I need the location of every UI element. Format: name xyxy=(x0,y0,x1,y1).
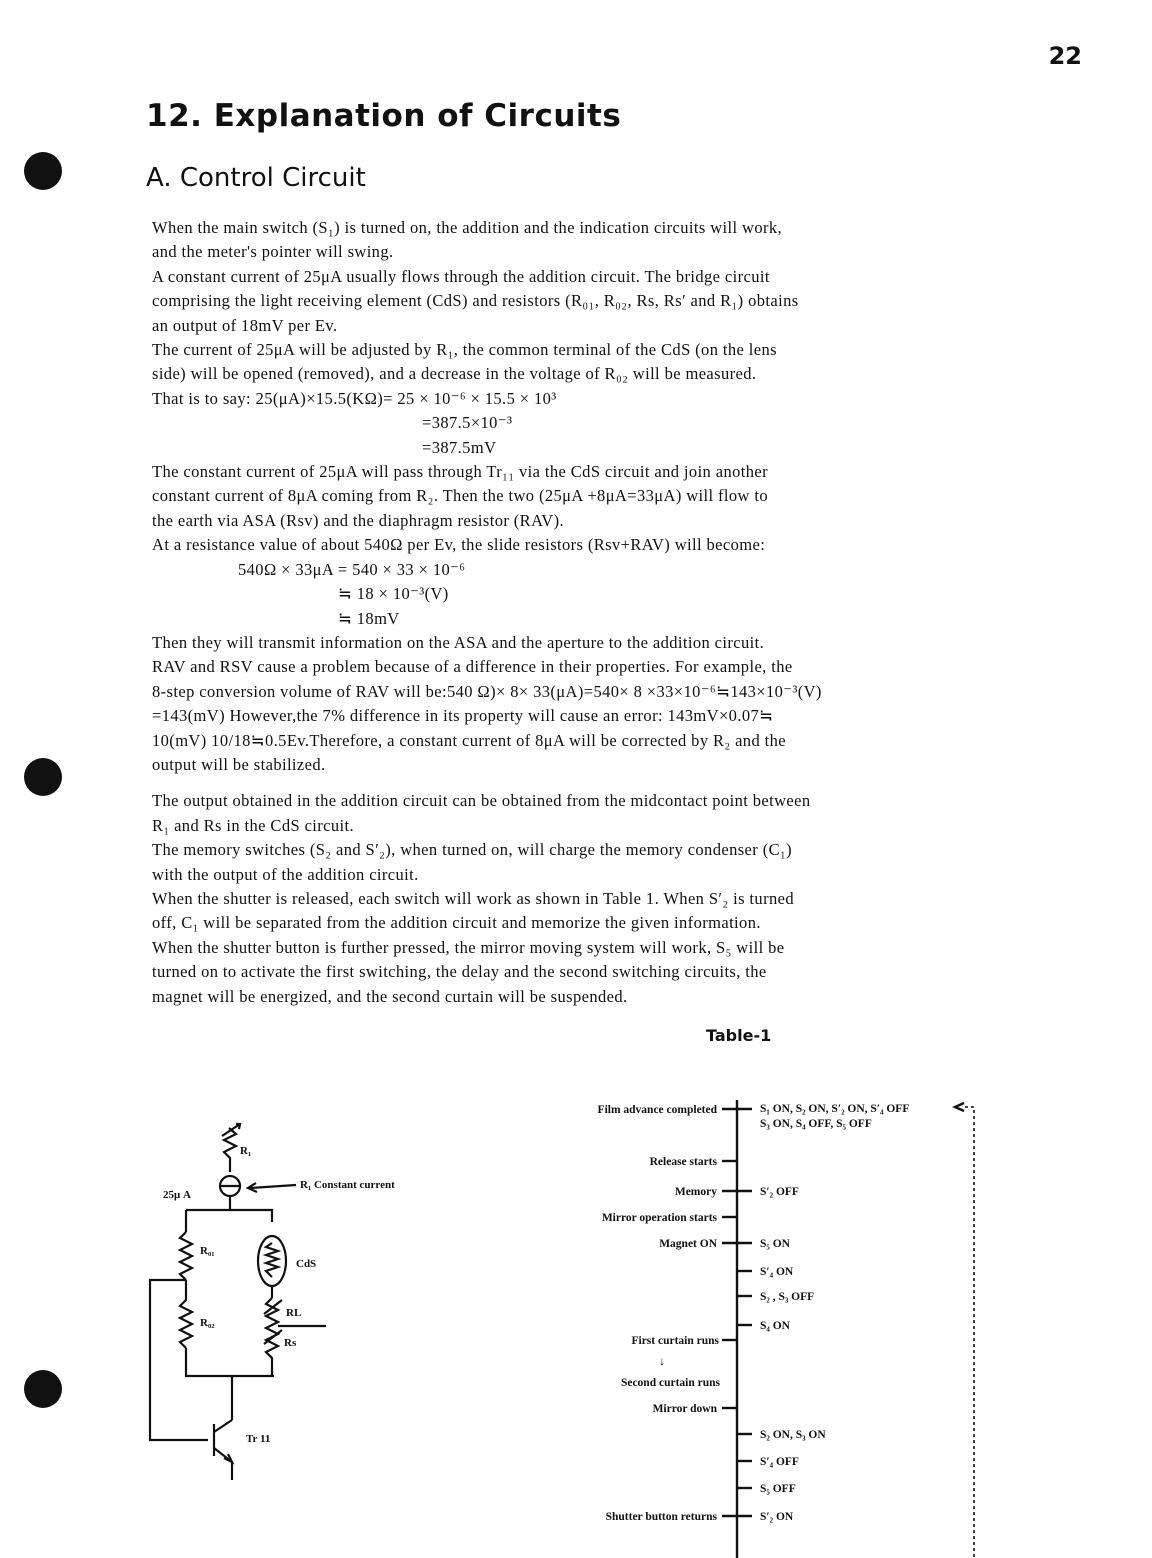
calc-line: ≒ 18 × 10⁻³(V) xyxy=(338,584,449,604)
state-label: S′₂ OFF xyxy=(760,1186,799,1198)
timing-left-labels xyxy=(597,1104,721,1558)
text-line: constant current of 8μA coming from R₂. Then the two (25μA +8μA=33μA) will flow to xyxy=(152,486,769,506)
text-line: At a resistance value of about 540Ω per Ev, the slide resistors (Rsv+RAV) will become: xyxy=(152,535,766,555)
event-label: Second curtain runs xyxy=(620,1377,720,1389)
timing-right-labels xyxy=(760,1103,909,1523)
text-line: =143(mV) However,the 7% difference in its property will cause an error: 143mV×0.07≒ xyxy=(152,706,774,726)
label-rl: RL xyxy=(286,1307,302,1319)
text-line: RAV and RSV cause a problem because of a difference in their properties. For example, the xyxy=(152,657,793,677)
text-line: output will be stabilized. xyxy=(152,754,326,774)
text-line: When the shutter button is further pressed, the mirror moving system will work, S₅ will be xyxy=(152,937,785,957)
calc-line: =387.5×10⁻³ xyxy=(422,413,513,433)
text-line: off, C₁ will be separated from the addition circuit and memorize the given information. xyxy=(152,913,761,933)
label-rs: Rs xyxy=(284,1337,297,1349)
event-label: Release starts xyxy=(649,1156,717,1168)
label-current: 25μ A xyxy=(163,1189,191,1201)
state-label: S₅ OFF xyxy=(760,1483,796,1495)
text-line: comprising the light receiving element (CdS) and resistors (R₀₁, R₀₂, Rs, Rs′ and R₁) obtains xyxy=(152,291,799,311)
text-line: A constant current of 25μA usually flows through the addition circuit. The bridge circuit xyxy=(152,266,770,286)
calc-line: ≒ 18mV xyxy=(338,608,400,628)
section-title: 12. Explanation of Circuits xyxy=(146,98,622,134)
event-label: Mirror operation starts xyxy=(601,1212,717,1224)
text-line: 8-step conversion volume of RAV will be:540 Ω)× 8× 33(μA)=540× 8 ×33×10⁻⁶≒143×10⁻³(V) xyxy=(152,681,822,701)
event-label: Film advance completed xyxy=(597,1104,717,1116)
text-line: When the main switch (S₁) is turned on, the addition and the indication circuits will work, xyxy=(152,218,783,237)
state-label: S₅ ON xyxy=(760,1238,790,1250)
text-line: 10(mV) 10/18≒0.5Ev.Therefore, a constant current of 8μA will be corrected by R₂ and the xyxy=(152,730,786,750)
text-line: with the output of the addition circuit. xyxy=(152,864,419,884)
text-line: The output obtained in the addition circuit can be obtained from the midcontact point between xyxy=(152,791,811,811)
text-line: an output of 18mV per Ev. xyxy=(152,315,338,335)
event-label: Magnet ON xyxy=(659,1238,717,1250)
calc-line: 540Ω × 33μA = 540 × 33 × 10⁻⁶ xyxy=(238,559,466,579)
event-label: First curtain runs xyxy=(631,1335,719,1347)
label-r02: R₀₂ xyxy=(200,1317,215,1329)
label-r01: R₀₁ xyxy=(200,1245,215,1257)
event-label: Shutter button returns xyxy=(605,1511,717,1523)
state-label: S₁ ON, S₂ ON, S′₂ ON, S′₄ OFF xyxy=(760,1103,910,1115)
label-r1: R₁ xyxy=(240,1145,252,1157)
calc-line: =387.5mV xyxy=(422,437,497,457)
arrow-down-icon: ↓ xyxy=(659,1356,665,1368)
table-title: Table-1 xyxy=(706,1026,772,1045)
text-line: magnet will be energized, and the second curtain will be suspended. xyxy=(152,986,628,1006)
circuit-diagram xyxy=(150,1124,326,1480)
state-label: S₂ , S₃ OFF xyxy=(760,1291,815,1303)
text-line: and the meter's pointer will swing. xyxy=(152,242,394,262)
text-line: That is to say: 25(μA)×15.5(KΩ)= 25 × 10⁻⁶ × 15.5 × 10³ xyxy=(152,388,557,408)
text-line: When the shutter is released, each switch will work as shown in Table 1. When S′₂ is turned xyxy=(152,888,794,908)
label-constant-current: R₁ Constant current xyxy=(300,1179,395,1191)
state-label: S′₄ OFF xyxy=(760,1456,799,1468)
state-label: S₄ ON xyxy=(760,1320,790,1332)
state-label: S₂ ON, S₃ ON xyxy=(760,1429,826,1441)
text-line: side) will be opened (removed), and a decrease in the voltage of R₀₂ will be measured. xyxy=(152,364,757,384)
text-line: turned on to activate the first switching, the delay and the second switching circuits, the xyxy=(152,962,767,982)
label-transistor: Tr 11 xyxy=(246,1433,271,1445)
state-label: S′₂ ON xyxy=(760,1511,794,1523)
state-label: S′₄ ON xyxy=(760,1266,794,1278)
event-label: Mirror down xyxy=(652,1403,717,1415)
text-line: R₁ and Rs in the CdS circuit. xyxy=(152,815,355,835)
page-number: 22 xyxy=(1048,42,1082,70)
circuit-labels xyxy=(163,1145,395,1445)
text-line: The memory switches (S₂ and S′₂), when turned on, will charge the memory condenser (C₁) xyxy=(152,840,793,860)
state-label: S₃ ON, S₄ OFF, S₅ OFF xyxy=(760,1118,872,1130)
text-line: The current of 25μA will be adjusted by R₁, the common terminal of the CdS (on the lens xyxy=(152,340,777,360)
event-label: Memory xyxy=(674,1186,717,1198)
text-line: The constant current of 25μA will pass through Tr₁₁ via the CdS circuit and join another xyxy=(152,462,769,482)
label-cds: CdS xyxy=(296,1258,317,1270)
subsection-title: A. Control Circuit xyxy=(146,163,366,193)
text-line: Then they will transmit information on the ASA and the aperture to the addition circuit. xyxy=(152,632,765,652)
text-line: the earth via ASA (Rsv) and the diaphragm resistor (RAV). xyxy=(152,510,565,530)
